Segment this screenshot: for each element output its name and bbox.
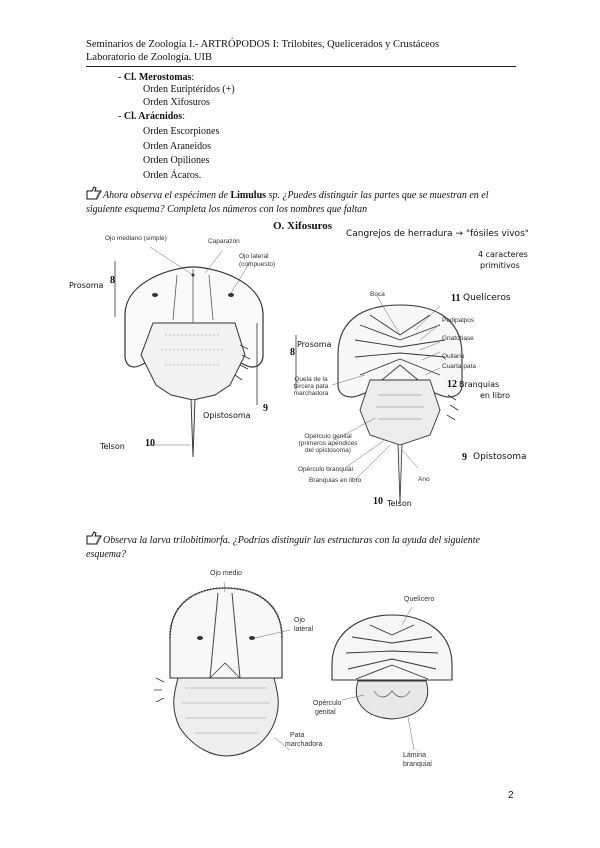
- handnote-opistosoma-right: Opistosoma: [473, 452, 527, 462]
- handnote-opistosoma-left: Opistosoma: [203, 411, 251, 420]
- class-aracnidos: - Cl. Arácnidos:: [118, 111, 185, 122]
- larva-dorsal-drawing: [160, 578, 300, 763]
- handnote-telson-right: Telson: [387, 499, 412, 508]
- handnote-en-libro: en libro: [480, 391, 511, 400]
- instruction-1-line2: siguiente esquema? Completa los números con los nombres que faltan: [86, 204, 368, 215]
- page-number: 2: [508, 790, 514, 801]
- label-ojo-lateral: Ojo lateral: [239, 253, 269, 260]
- label-branquias-libro: Branquias en libro: [309, 477, 362, 484]
- number-8-left: 8: [110, 275, 115, 286]
- handnote-prosoma-right: Prosoma: [297, 340, 332, 349]
- label-pedipalpos: Pedipalpos: [442, 317, 475, 324]
- handnote-primitive: primitivos: [480, 261, 520, 270]
- label-pata-marchadora: marchadora: [285, 741, 323, 748]
- number-9-left: 9: [263, 403, 268, 414]
- order-item: Orden Araneidos: [143, 141, 212, 152]
- label-lamina: Lámina: [403, 752, 426, 759]
- label-boca: Boca: [370, 291, 385, 298]
- label-operculo-genital-larva: genital: [315, 709, 336, 716]
- label-ojo-medio: Ojo medio: [210, 570, 242, 577]
- order-item: Orden Ácaros.: [143, 170, 202, 181]
- label-ojo-mediano: Ojo mediano (simple): [105, 235, 167, 242]
- handnote-horseshoe: Cangrejos de herradura → "fósiles vivos": [346, 229, 529, 239]
- label-quilario: Quilario: [442, 353, 465, 360]
- header-subtitle: Laboratorio de Zoología. UIB: [86, 52, 212, 63]
- instruction-2: Observa la larva trilobitimorfa. ¿Podrías distinguir las estructuras con la ayuda del siguiente: [103, 535, 480, 546]
- label-pata: Pata: [290, 732, 305, 739]
- handnote-queliceros: Quelíceros: [463, 293, 511, 303]
- label-ojo-lateral-2: (compuesto): [239, 261, 276, 268]
- pointing-hand-icon: [86, 186, 102, 200]
- label-ano: Ano: [418, 476, 430, 483]
- handnote-branquias: Branquias: [459, 380, 500, 389]
- header-rule: [86, 66, 516, 67]
- instruction-2-line2: esquema?: [86, 549, 126, 560]
- order-item: Orden Escorpiones: [143, 126, 220, 137]
- limulus-dorsal-drawing: [95, 245, 295, 460]
- label-quela: Quela de la tercera pata marchadora: [293, 376, 329, 397]
- number-8-right: 8: [290, 347, 295, 358]
- number-10-right: 10: [373, 496, 383, 507]
- label-operculo-genital: Opérculo genital (primeros apéndices del opistosoma): [298, 433, 358, 454]
- order-item: Orden Euriptéridos (+): [143, 84, 235, 95]
- number-12: 12: [447, 379, 457, 390]
- number-10-left: 10: [145, 438, 155, 449]
- order-item: Orden Xifosuros: [143, 97, 210, 108]
- figure-1-title: O. Xifosuros: [273, 220, 333, 232]
- label-operculo-larva: Opérculo: [313, 700, 342, 707]
- handnote-characters: 4 caracteres: [478, 250, 528, 259]
- label-ojo-lateral-larva: Ojo: [294, 617, 305, 624]
- order-item: Orden Opiliones: [143, 155, 210, 166]
- number-11: 11: [451, 293, 461, 304]
- label-quelicero: Quelícero: [404, 596, 435, 603]
- larva-ventral-drawing: [322, 605, 472, 765]
- label-ojo-lateral-larva-2: lateral: [294, 626, 314, 633]
- label-caparazon: Caparazón: [208, 238, 240, 245]
- number-9-right: 9: [462, 452, 467, 463]
- label-operculo-branquial: Opérculo branquial: [298, 466, 353, 473]
- label-lamina-branquial: branquial: [403, 761, 432, 768]
- handnote-prosoma-left: Prosoma: [69, 281, 104, 290]
- header-title: Seminarios de Zoología I.- ARTRÓPODOS I: Trilobites, Quelicerados y Crustáceos: [86, 39, 440, 50]
- pointing-hand-icon: [86, 531, 102, 545]
- label-cuarta-pata: Cuarta pata: [442, 363, 476, 370]
- handnote-telson-left: Telson: [100, 442, 125, 451]
- class-merostomas: - Cl. Merostomas:: [118, 72, 195, 83]
- label-gnatobase: Gnatobase: [442, 335, 474, 342]
- instruction-1: Ahora observa el espécimen de Limulus sp. ¿Puedes distinguir las partes que se muestran en el: [103, 190, 489, 201]
